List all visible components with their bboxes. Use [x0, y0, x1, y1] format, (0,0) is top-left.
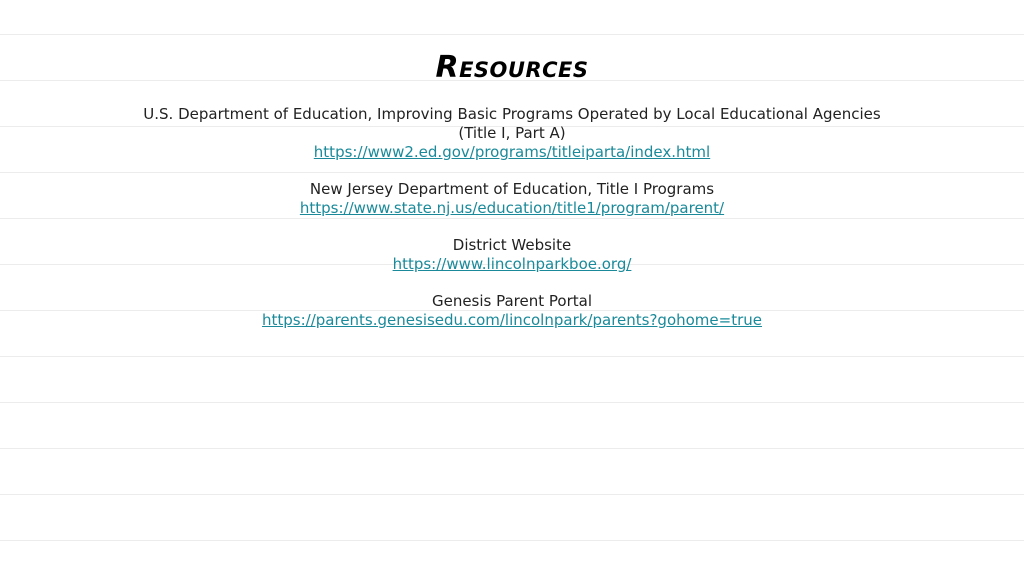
resource-entry-nj-doe [100, 180, 924, 218]
resource-link-us-doe[interactable]: https://www2.ed.gov/programs/titleiparta/index.html [313, 143, 711, 161]
resource-label: U.S. Department of Education, Improving Basic Programs Operated by Local Educational Agencies [143, 105, 881, 123]
resources-list [100, 105, 924, 348]
resource-label: District Website [452, 236, 572, 254]
resource-entry-genesis-portal [100, 292, 924, 330]
slide-title: Resources [435, 50, 589, 85]
resource-entry-district-website [100, 236, 924, 274]
resource-label-subtitle: (Title I, Part A) [458, 124, 566, 142]
resource-link-district-website[interactable]: https://www.lincolnparkboe.org/ [392, 255, 632, 273]
resource-label: New Jersey Department of Education, Title I Programs [309, 180, 715, 198]
resource-label: Genesis Parent Portal [431, 292, 593, 310]
resource-link-nj-doe[interactable]: https://www.state.nj.us/education/title1/program/parent/ [299, 199, 725, 217]
resource-entry-us-doe [100, 105, 924, 162]
resource-link-genesis-portal[interactable]: https://parents.genesisedu.com/lincolnpark/parents?gohome=true [262, 311, 762, 329]
